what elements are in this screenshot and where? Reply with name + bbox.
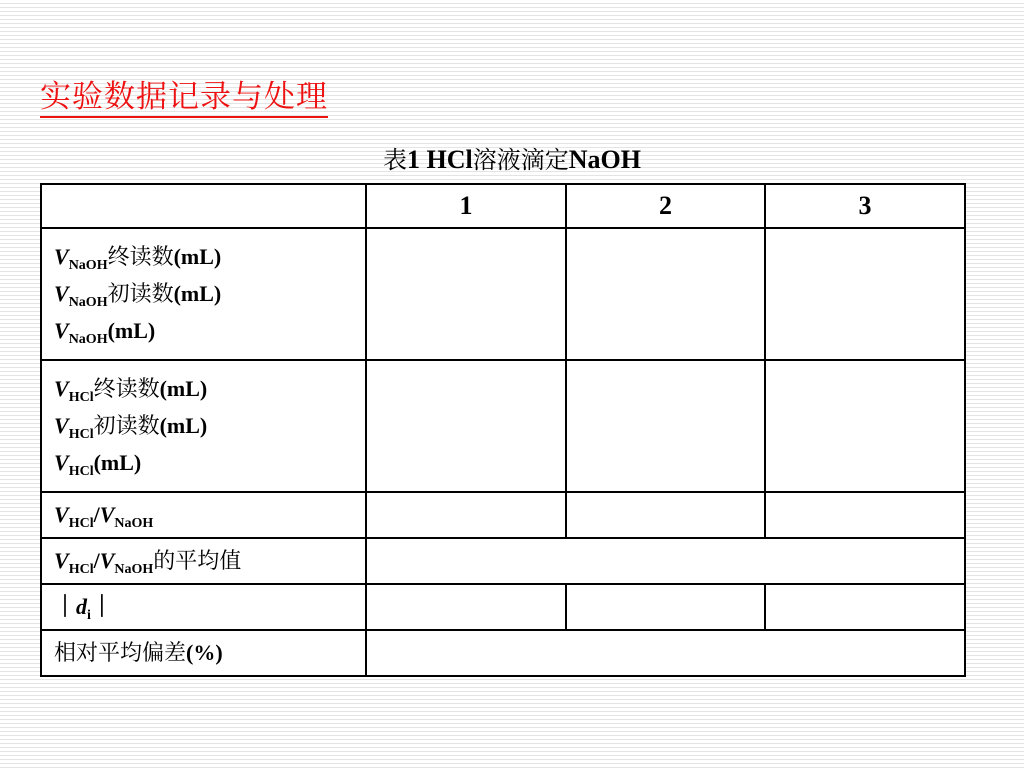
relative-deviation-cell[interactable]: [366, 630, 965, 676]
hcl-initial-reading-label: $V_{HCl}$初读数(mL): [54, 413, 208, 442]
naoh-trial-2-cell[interactable]: [566, 228, 765, 360]
caption-middle: 1 HCl: [407, 145, 473, 174]
hcl-trial-2-cell[interactable]: [566, 360, 765, 492]
relative-deviation-row: [41, 630, 965, 676]
hcl-trial-3-cell[interactable]: [765, 360, 965, 492]
hcl-readings-label: [41, 360, 366, 492]
naoh-trial-3-cell[interactable]: [765, 228, 965, 360]
hcl-final-reading-label: $V_{HCl}$终读数(mL): [54, 376, 208, 405]
table-caption: [0, 142, 1024, 178]
ratio-label: $V_{HCl}/V_{NaOH}$: [41, 492, 366, 538]
deviation-trial-3-cell[interactable]: [765, 584, 965, 630]
ratio-trial-2-cell[interactable]: [566, 492, 765, 538]
deviation-label: $|d_i|$: [41, 584, 366, 630]
hcl-trial-1-cell[interactable]: [366, 360, 566, 492]
header-cell-empty: [41, 184, 366, 228]
caption-prefix: 表: [383, 146, 408, 174]
naoh-final-reading-label: $V_{NaOH}$终读数(mL): [54, 244, 222, 273]
slide-title: 实验数据记录与处理: [40, 78, 328, 118]
deviation-trial-1-cell[interactable]: [366, 584, 566, 630]
naoh-trial-1-cell[interactable]: [366, 228, 566, 360]
header-trial-3: 3: [765, 184, 965, 228]
ratio-average-cell[interactable]: [366, 538, 965, 584]
header-trial-2: 2: [566, 184, 765, 228]
naoh-readings-row: [41, 228, 965, 360]
deviation-row: [41, 584, 965, 630]
header-trial-1: 1: [366, 184, 566, 228]
naoh-initial-reading-label: $V_{NaOH}$初读数(mL): [54, 281, 222, 310]
deviation-trial-2-cell[interactable]: [566, 584, 765, 630]
ratio-trial-3-cell[interactable]: [765, 492, 965, 538]
ratio-average-row: [41, 538, 965, 584]
titration-table: [40, 183, 966, 677]
header-row: [41, 184, 965, 228]
ratio-trial-1-cell[interactable]: [366, 492, 566, 538]
caption-suffix: NaOH: [568, 145, 641, 174]
naoh-volume-label: $V_{NaOH}(mL)$: [54, 318, 156, 347]
hcl-readings-row: [41, 360, 965, 492]
naoh-readings-label: [41, 228, 366, 360]
hcl-volume-label: $V_{HCl}(mL)$: [54, 450, 142, 479]
ratio-row: [41, 492, 965, 538]
ratio-average-label: $V_{HCl}/V_{NaOH}$的平均值: [41, 538, 366, 584]
relative-deviation-label: 相对平均偏差(%): [41, 630, 366, 676]
caption-middle-cjk: 溶液滴定: [472, 146, 569, 174]
